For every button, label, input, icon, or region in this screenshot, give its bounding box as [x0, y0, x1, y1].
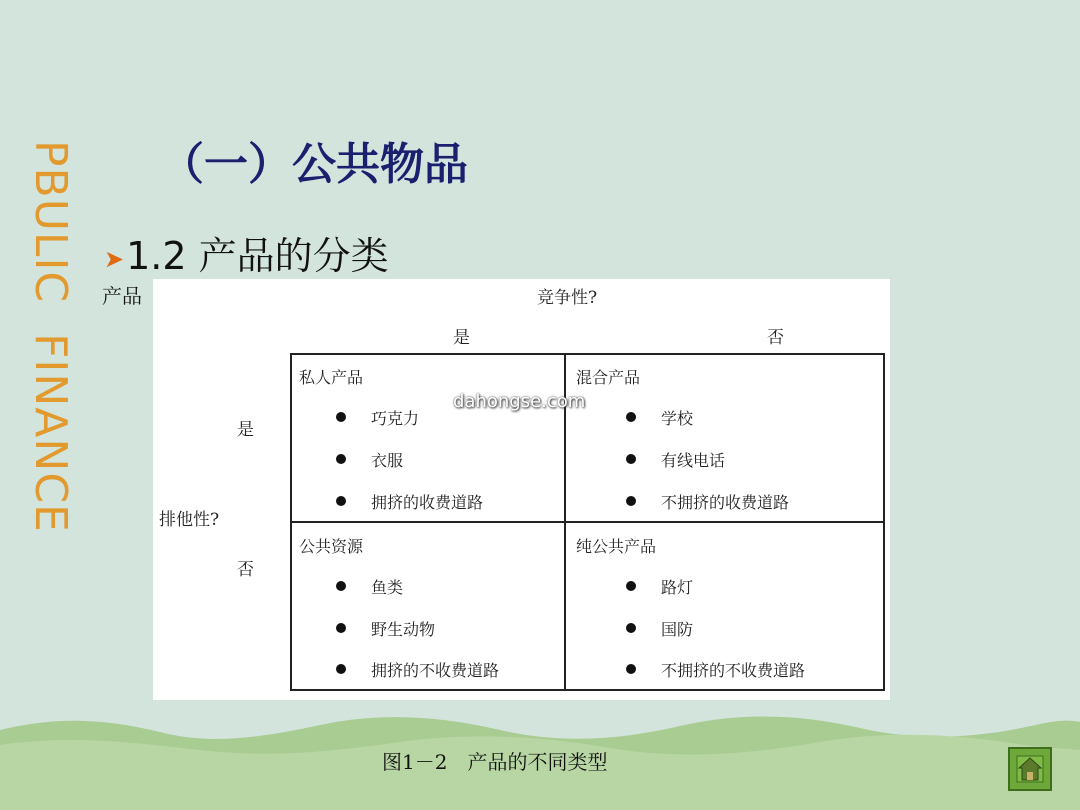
cell-item: 有线电话 [661, 451, 726, 470]
bullet-dot [626, 412, 636, 422]
watermark: dahongse.com [453, 391, 586, 412]
home-icon [1010, 749, 1050, 789]
cell-item: 拥挤的收费道路 [371, 493, 484, 512]
cell-title-pure-public: 纯公共产品 [576, 537, 657, 556]
row-no-label: 否 [237, 560, 254, 580]
cell-item: 巧克力 [371, 409, 420, 428]
bullet-dot [626, 623, 636, 633]
cell-item: 路灯 [661, 578, 694, 597]
grid-line [290, 353, 292, 691]
col-no-label: 否 [767, 328, 784, 348]
bullet-dot [626, 664, 636, 674]
cell-title-private: 私人产品 [299, 368, 364, 387]
bullet-dot [626, 581, 636, 591]
bullet-dot [336, 412, 346, 422]
bullet-dot [336, 454, 346, 464]
bullet-dot [626, 496, 636, 506]
grid-line [883, 353, 885, 691]
cell-item: 学校 [661, 409, 694, 428]
cell-title-mixed: 混合产品 [576, 368, 641, 387]
figure-caption: 图1－2 产品的不同类型 [382, 750, 608, 774]
arrow-bullet-icon: ➤ [104, 244, 125, 273]
cell-item: 拥挤的不收费道路 [371, 661, 500, 680]
slide-title: （一）公共物品 [160, 139, 468, 190]
row-yes-label: 是 [237, 420, 254, 440]
col-yes-label: 是 [453, 328, 470, 348]
home-button[interactable] [1008, 747, 1052, 791]
cell-title-common-resources: 公共资源 [299, 537, 364, 556]
cell-item: 鱼类 [371, 578, 404, 597]
bullet-dot [626, 454, 636, 464]
bullet-dot [336, 496, 346, 506]
bullet-dot [336, 623, 346, 633]
axis-left-label: 排他性? [159, 510, 220, 530]
bullet-item [104, 225, 389, 280]
bullet-dot [336, 664, 346, 674]
cell-item: 野生动物 [371, 620, 436, 639]
under-text: 产品 [102, 284, 142, 308]
bullet-label: 1.2 产品的分类 [126, 234, 389, 278]
cell-item: 衣服 [371, 451, 404, 470]
bullet-dot [336, 581, 346, 591]
grid-line [290, 521, 885, 523]
cell-item: 不拥挤的不收费道路 [661, 661, 806, 680]
classification-figure [153, 279, 890, 700]
cell-item: 不拥挤的收费道路 [661, 493, 790, 512]
side-title: PBULIC FINANCE [25, 140, 76, 533]
grid-line [290, 353, 885, 355]
cell-item: 国防 [661, 620, 694, 639]
axis-top-label: 竞争性? [537, 288, 598, 308]
